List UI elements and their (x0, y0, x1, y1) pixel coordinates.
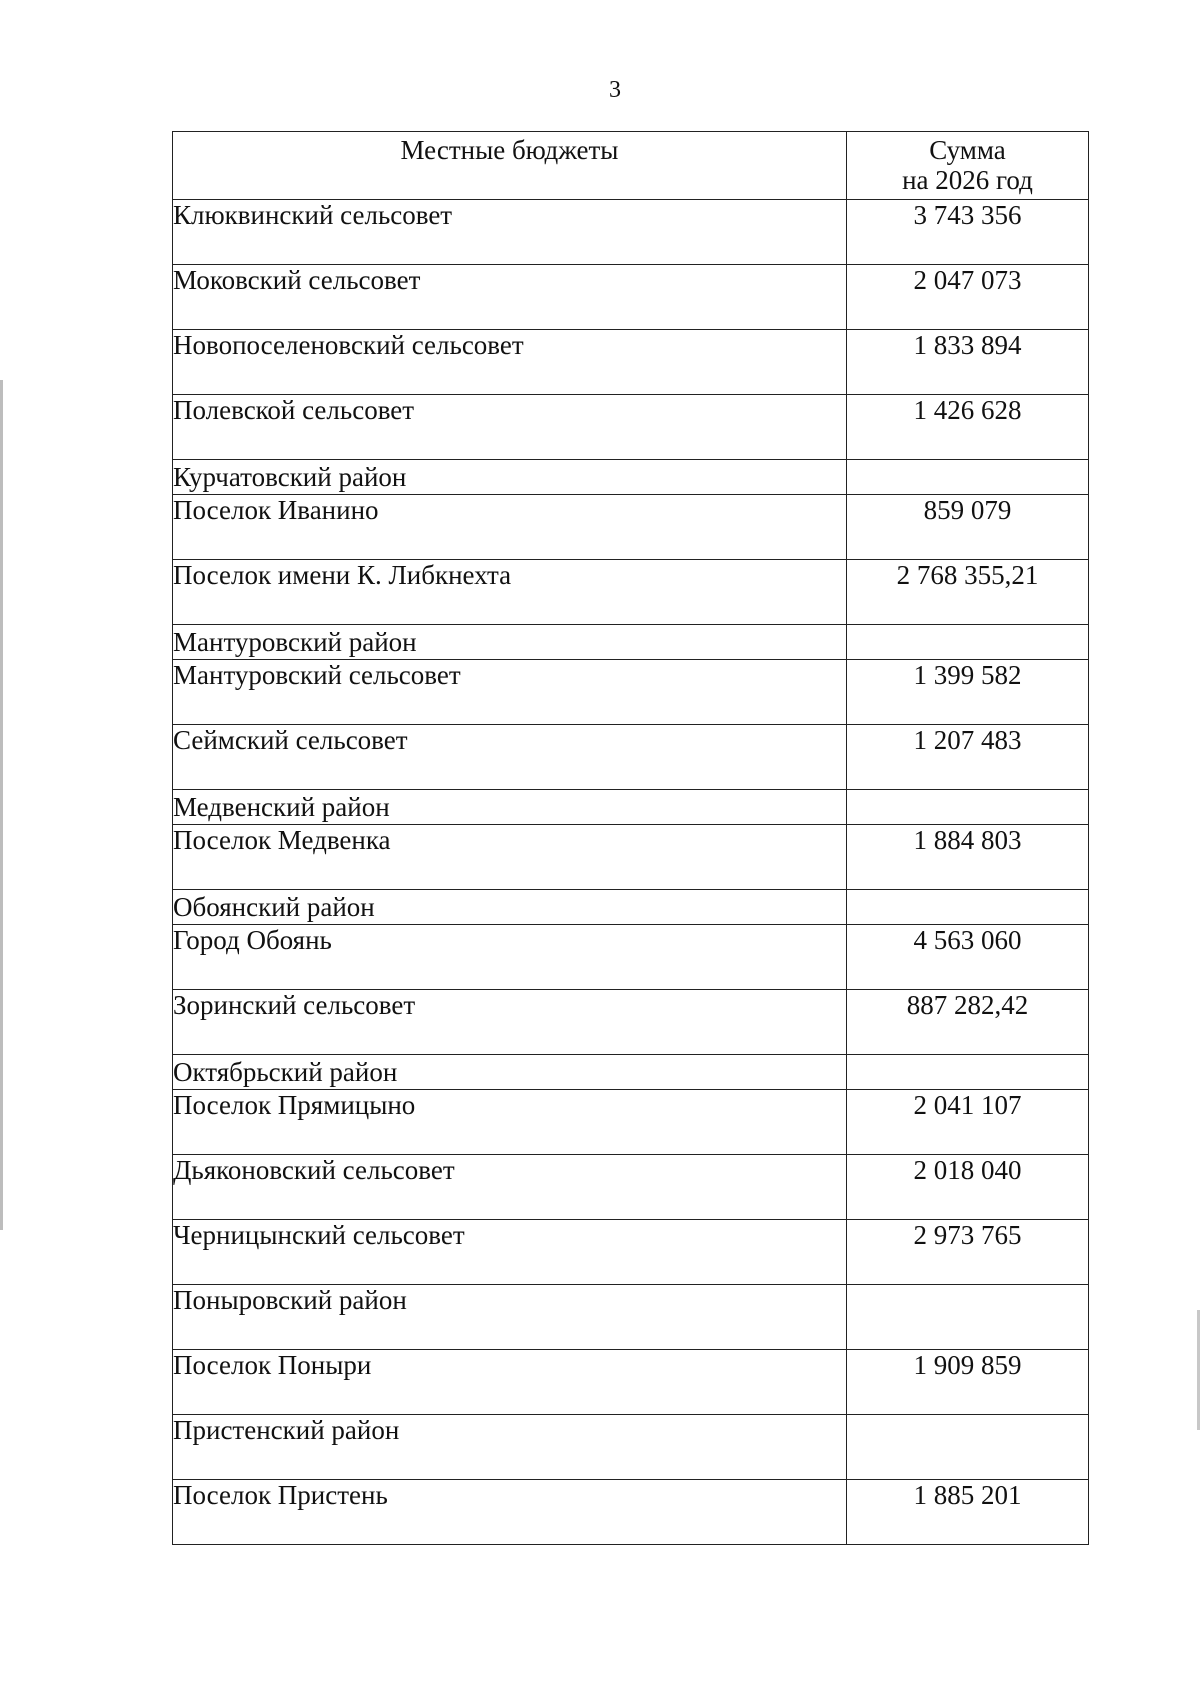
row-sum: 2 047 073 (847, 265, 1089, 330)
table-row (173, 925, 1089, 990)
table-row (173, 825, 1089, 890)
row-sum: 1 884 803 (847, 825, 1089, 890)
row-name: Поселок Медвенка (173, 825, 847, 890)
row-name: Черницынский сельсовет (173, 1220, 847, 1285)
row-sum: 887 282,42 (847, 990, 1089, 1055)
row-name: Поселок Прямицыно (173, 1090, 847, 1155)
table-row (173, 330, 1089, 395)
district-row (173, 625, 1089, 660)
table-row (173, 560, 1089, 625)
table-row (173, 990, 1089, 1055)
row-sum: 859 079 (847, 495, 1089, 560)
district-name: Поныровский район (173, 1285, 847, 1350)
row-name: Зоринский сельсовет (173, 990, 847, 1055)
table-row (173, 1090, 1089, 1155)
table-row (173, 725, 1089, 790)
row-sum: 3 743 356 (847, 200, 1089, 265)
row-name: Полевской сельсовет (173, 395, 847, 460)
header-local-budgets: Местные бюджеты (173, 132, 847, 200)
district-row (173, 790, 1089, 825)
district-name: Медвенский район (173, 790, 847, 825)
row-name: Мантуровский сельсовет (173, 660, 847, 725)
row-name: Поселок Иванино (173, 495, 847, 560)
header-sum-line1: Сумма (929, 135, 1006, 165)
district-row (173, 890, 1089, 925)
district-name: Мантуровский район (173, 625, 847, 660)
district-name: Курчатовский район (173, 460, 847, 495)
page-number: 3 (609, 77, 621, 103)
row-sum: 2 973 765 (847, 1220, 1089, 1285)
district-name: Обоянский район (173, 890, 847, 925)
table-row (173, 1350, 1089, 1415)
district-sum (847, 1415, 1089, 1480)
district-row (173, 460, 1089, 495)
row-sum: 1 426 628 (847, 395, 1089, 460)
row-sum: 2 018 040 (847, 1155, 1089, 1220)
row-name: Новопоселеновский сельсовет (173, 330, 847, 395)
district-sum (847, 1285, 1089, 1350)
row-name: Дьяконовский сельсовет (173, 1155, 847, 1220)
row-name: Поселок Поныри (173, 1350, 847, 1415)
district-row (173, 1415, 1089, 1480)
row-sum: 1 909 859 (847, 1350, 1089, 1415)
header-sum-line2: на 2026 год (902, 165, 1033, 195)
scan-edge-left (0, 380, 3, 1230)
district-row (173, 1055, 1089, 1090)
row-sum: 4 563 060 (847, 925, 1089, 990)
row-name: Клюквинский сельсовет (173, 200, 847, 265)
district-name: Октябрьский район (173, 1055, 847, 1090)
row-name: Поселок Пристень (173, 1480, 847, 1545)
table-row (173, 495, 1089, 560)
row-name: Сеймский сельсовет (173, 725, 847, 790)
row-sum: 1 885 201 (847, 1480, 1089, 1545)
district-name: Пристенский район (173, 1415, 847, 1480)
table-row (173, 200, 1089, 265)
table-row (173, 265, 1089, 330)
table-row (173, 660, 1089, 725)
district-sum (847, 625, 1089, 660)
row-name: Моковский сельсовет (173, 265, 847, 330)
table-row (173, 1220, 1089, 1285)
table-row (173, 1155, 1089, 1220)
row-sum: 2 768 355,21 (847, 560, 1089, 625)
row-name: Поселок имени К. Либкнехта (173, 560, 847, 625)
header-sum (847, 132, 1089, 200)
row-sum: 2 041 107 (847, 1090, 1089, 1155)
district-sum (847, 890, 1089, 925)
row-sum: 1 399 582 (847, 660, 1089, 725)
district-row (173, 1285, 1089, 1350)
district-sum (847, 1055, 1089, 1090)
budget-table (172, 131, 1089, 1545)
row-name: Город Обоянь (173, 925, 847, 990)
table-row (173, 395, 1089, 460)
table-row (173, 1480, 1089, 1545)
row-sum: 1 833 894 (847, 330, 1089, 395)
district-sum (847, 790, 1089, 825)
district-sum (847, 460, 1089, 495)
row-sum: 1 207 483 (847, 725, 1089, 790)
table-header-row (173, 132, 1089, 200)
